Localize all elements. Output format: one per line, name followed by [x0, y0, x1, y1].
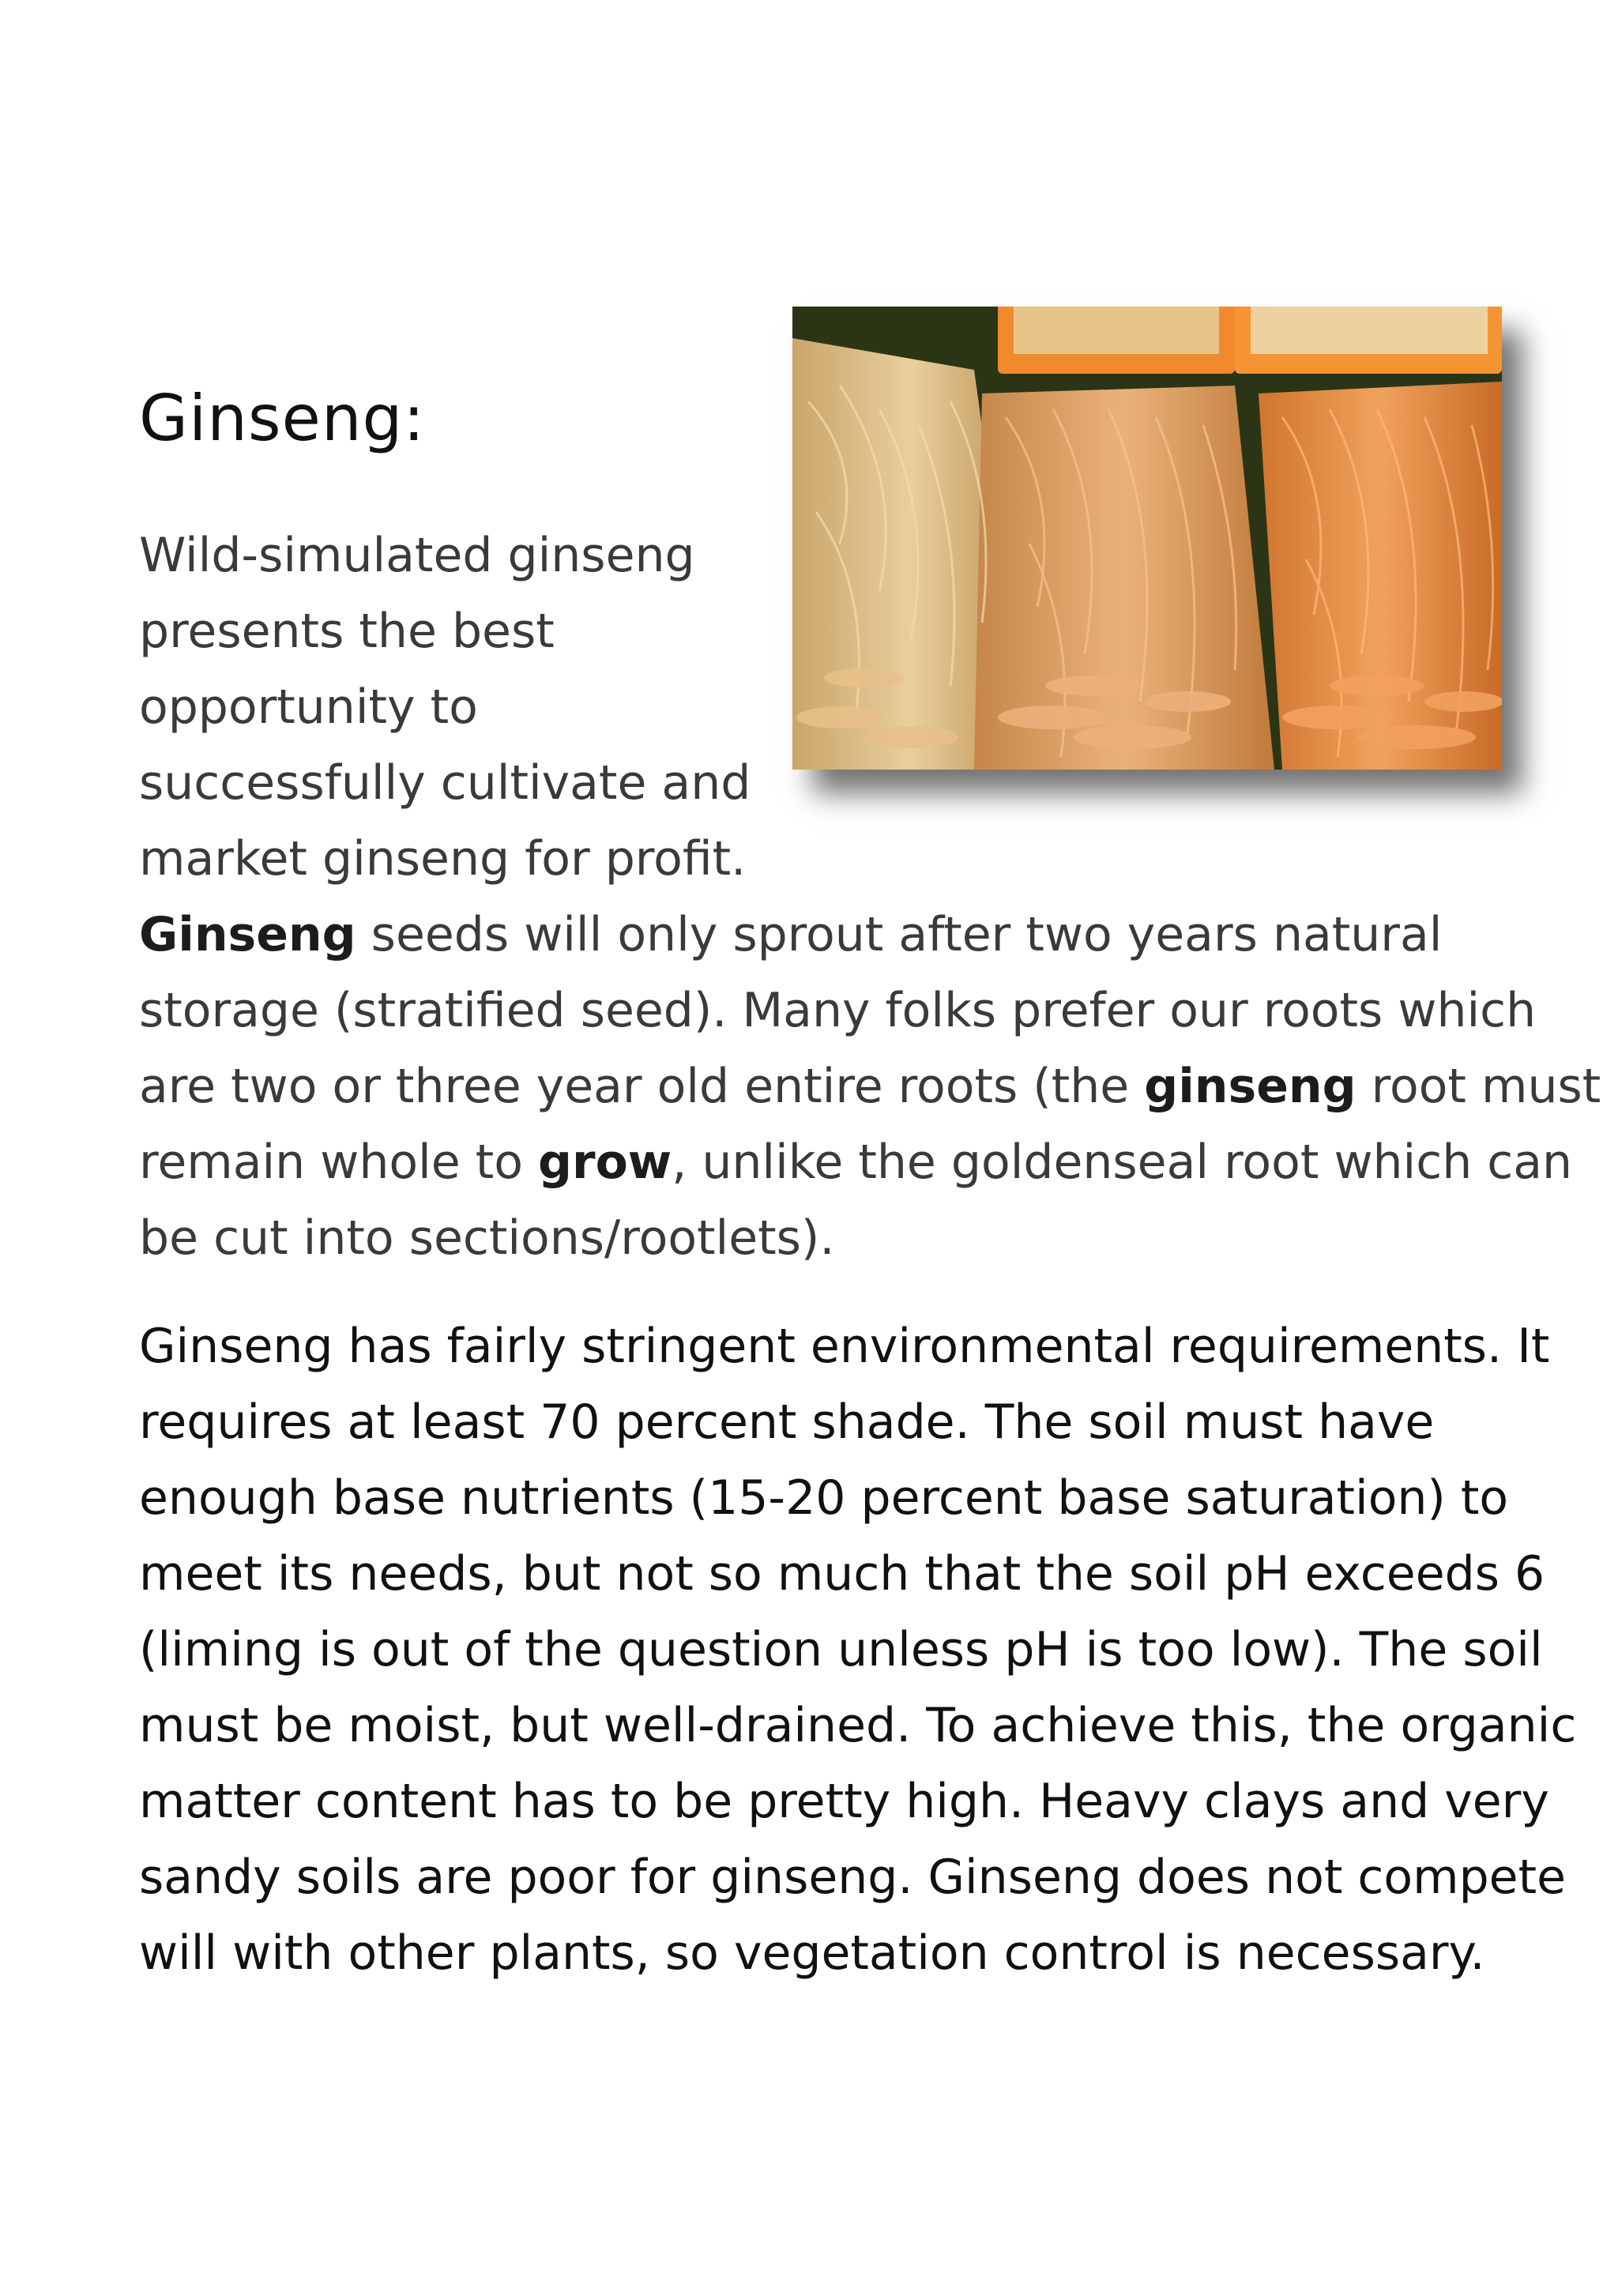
line-text: , unlike the goldenseal root which can [672, 1135, 1573, 1190]
paragraph-line [139, 1048, 1601, 1124]
line-text: are two or three year old entire roots (the [139, 1059, 1145, 1114]
paragraph-line: must be moist, but well-drained. To achieve this, the organic [139, 1698, 1577, 1753]
intro-line: market ginseng for profit. [139, 831, 747, 886]
paragraph-line: meet its needs, but not so much that the soil pH exceeds 6 [139, 1546, 1545, 1602]
intro-line: successfully cultivate and [139, 755, 751, 811]
paragraph-line: sandy soils are poor for ginseng. Ginseng does not compete [139, 1850, 1567, 1905]
intro-line: opportunity to [139, 679, 478, 735]
paragraph-line: requires at least 70 percent shade. The soil must have [139, 1395, 1435, 1450]
paragraph-line: enough base nutrients (15-20 percent base saturation) to [139, 1470, 1509, 1526]
bold-term: grow [538, 1135, 672, 1190]
paragraph-line: (liming is out of the question unless pH is too low). The soil [139, 1622, 1543, 1677]
page-title: Ginseng: [139, 382, 426, 455]
seed-paragraph [139, 897, 1601, 1276]
line-text: remain whole to [139, 1135, 539, 1190]
line-text: seeds will only sprout after two years natural [356, 907, 1443, 962]
paragraph-line: be cut into sections/rootlets). [139, 1210, 835, 1266]
paragraph-line: will with other plants, so vegetation control is necessary. [139, 1925, 1485, 1981]
ginseng-roots-illustration [792, 307, 1502, 770]
bold-term: ginseng [1144, 1059, 1356, 1114]
paragraph-line: matter content has to be pretty high. Heavy clays and very [139, 1774, 1549, 1829]
line-text: root must [1356, 1059, 1601, 1114]
paragraph-line: Ginseng has fairly stringent environmental requirements. It [139, 1319, 1550, 1374]
intro-line: presents the best [139, 604, 555, 659]
intro-paragraph [139, 518, 751, 897]
paragraph-line [139, 897, 1601, 973]
ginseng-roots-photo [792, 307, 1502, 770]
paragraph-line [139, 1124, 1601, 1200]
requirements-paragraph [139, 1308, 1576, 1991]
intro-line: Wild-simulated ginseng [139, 528, 695, 583]
paragraph-line: storage (stratified seed). Many folks prefer our roots which [139, 983, 1537, 1038]
bold-term: Ginseng [139, 907, 356, 962]
